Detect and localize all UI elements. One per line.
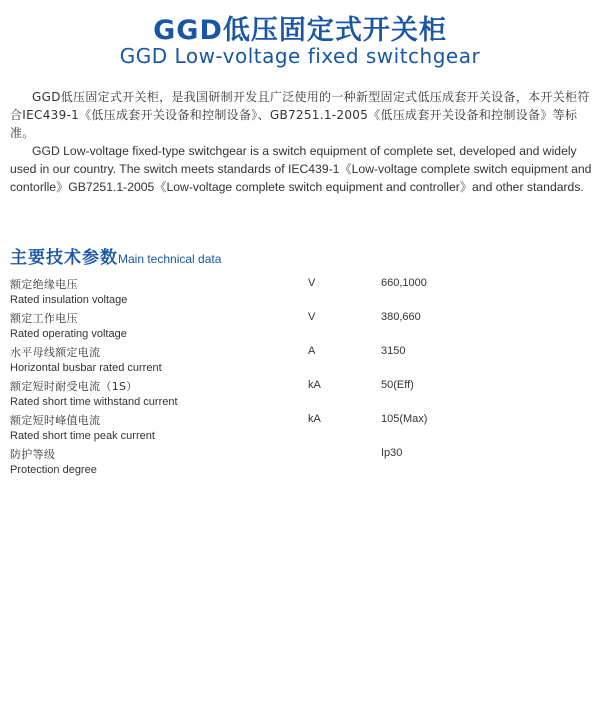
spec-row [10, 412, 590, 446]
spec-row [10, 310, 590, 344]
intro-paragraph-cn: GGD低压固定式开关柜，是我国研制开发且广泛使用的一种新型固定式低压成套开关设备，本开关柜符合IEC439-1《低压成套开关设备和控制设备》、GB7251.1-2005《低压成套开关设备和控制设备》等标准。 [10, 90, 590, 140]
spec-name-cn: 额定短时耐受电流（1S） [10, 380, 138, 393]
spec-name-cn: 防护等级 [10, 448, 56, 461]
spec-row [10, 446, 590, 480]
spec-unit: kA [308, 379, 321, 391]
spec-name-en: Protection degree [10, 464, 97, 476]
spec-unit: V [308, 277, 316, 289]
intro-paragraph-en: GGD Low-voltage fixed-type switchgear is a switch equipment of complete set, developed and widely used in our country. The switch meets standards of IEC439-1《Low-voltage complete switch equipment and contorlle》GB7251.1-2005《Low-voltage complete switch equipment and controller》and other standards. [10, 144, 592, 194]
section-heading [10, 243, 221, 268]
spec-value: 380,660 [381, 311, 421, 323]
spec-name-cn: 额定短时峰值电流 [10, 414, 101, 427]
spec-row [10, 276, 590, 310]
spec-name-en: Rated operating voltage [10, 328, 127, 340]
spec-unit: A [308, 345, 316, 357]
spec-name-en: Rated insulation voltage [10, 294, 128, 306]
section-heading-en: Main technical data [118, 252, 222, 266]
page-title-en: GGD Low-voltage fixed switchgear [119, 44, 481, 68]
spec-name-cn: 水平母线额定电流 [10, 346, 101, 359]
specs-table [10, 276, 590, 480]
spec-name-cn: 额定工作电压 [10, 312, 78, 325]
spec-value: 660,1000 [381, 277, 427, 289]
spec-name-cn: 额定绝缘电压 [10, 278, 78, 291]
spec-value: 50(Eff) [381, 379, 414, 391]
section-heading-cn: 主要技术参数 [10, 248, 118, 268]
spec-name-en: Rated short time peak current [10, 430, 155, 442]
spec-value: Ip30 [381, 447, 403, 459]
spec-name-en: Horizontal busbar rated current [10, 362, 162, 374]
spec-row [10, 344, 590, 378]
spec-row [10, 378, 590, 412]
page-title-cn: GGD低压固定式开关柜 [153, 15, 447, 46]
spec-unit: V [308, 311, 316, 323]
spec-value: 105(Max) [381, 413, 428, 425]
spec-name-en: Rated short time withstand current [10, 396, 178, 408]
spec-unit: kA [308, 413, 321, 425]
spec-value: 3150 [381, 345, 406, 357]
